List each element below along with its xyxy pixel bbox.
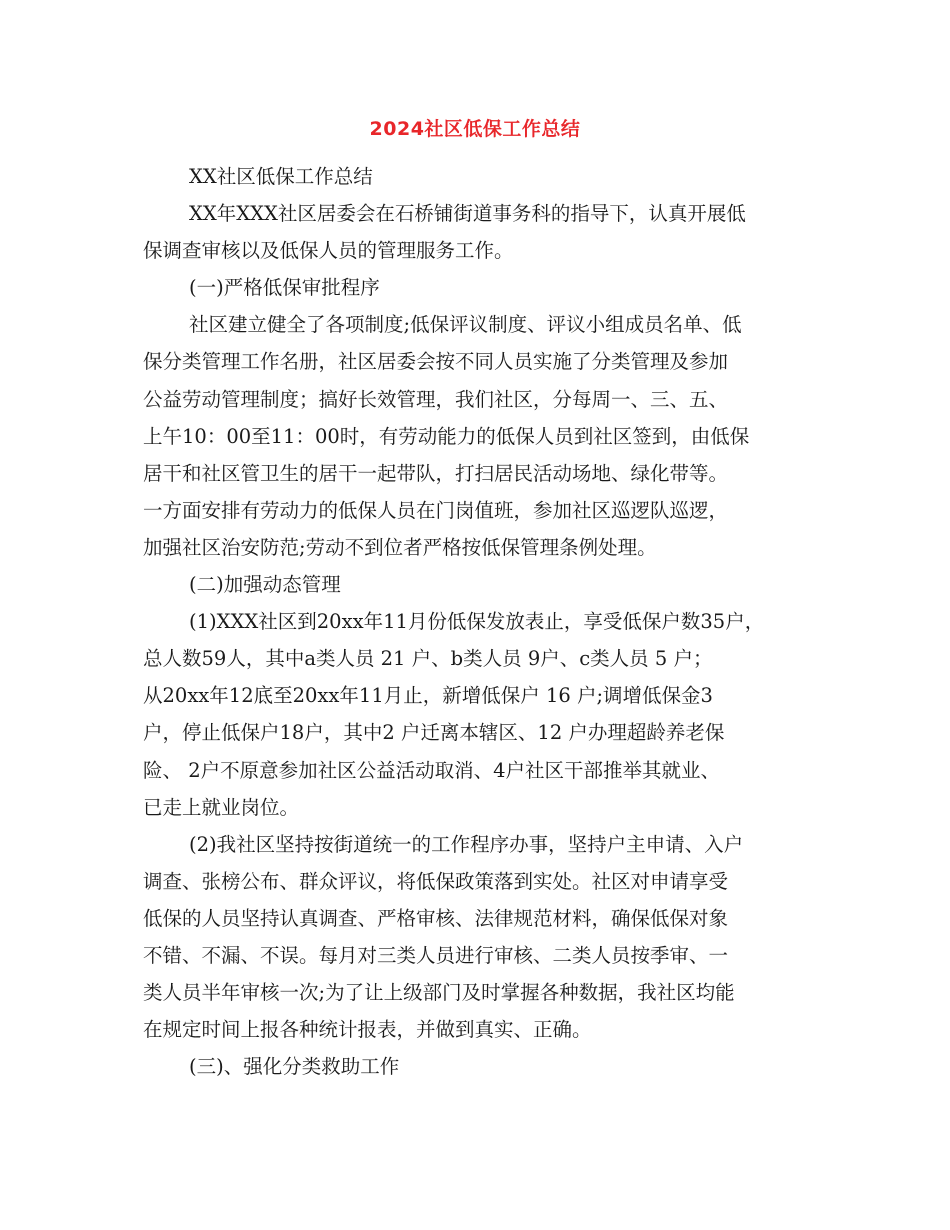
text-line: 一方面安排有劳动力的低保人员在门岗值班，参加社区巡逻队巡逻， <box>143 498 729 522</box>
document-title: 2024社区低保工作总结 <box>369 118 581 140</box>
text-line: (二)加强动态管理 <box>189 573 341 597</box>
document-body <box>143 158 815 1085</box>
text-line: XX年XXX社区居委会在石桥铺街道事务科的指导下，认真开展低 <box>189 202 746 226</box>
text-line: 保调查审核以及低保人员的管理服务工作。 <box>143 239 514 263</box>
text-line: 加强社区治安防范;劳动不到位者严格按低保管理条例处理。 <box>143 535 657 559</box>
text-line: 总人数59人，其中a类人员 21 户、b类人员 9户、c类人员 5 户； <box>143 647 713 671</box>
text-line: 社区建立健全了各项制度;低保评议制度、评议小组成员名单、低 <box>189 313 742 337</box>
text-line: 上午10：00至11：00时，有劳动能力的低保人员到社区签到，由低保 <box>143 424 750 448</box>
text-line: 保分类管理工作名册，社区居委会按不同人员实施了分类管理及参加 <box>143 350 729 374</box>
text-line: 调查、张榜公布、群众评议，将低保政策落到实处。社区对申请享受 <box>143 869 729 893</box>
text-line: 户，停止低保户18户，其中2 户迁离本辖区、12 户办理超龄养老保 <box>143 721 725 745</box>
text-line: (一)严格低保审批程序 <box>189 276 380 300</box>
text-line: 险、 2户不原意参加社区公益活动取消、4户社区干部推举其就业、 <box>143 758 721 782</box>
text-line: XX社区低保工作总结 <box>189 165 373 188</box>
text-line: 在规定时间上报各种统计报表，并做到真实、正确。 <box>143 1018 592 1042</box>
text-line: (三)、强化分类救助工作 <box>189 1055 400 1079</box>
text-line: 低保的人员坚持认真调查、严格审核、法律规范材料，确保低保对象 <box>143 906 729 930</box>
text-line: 公益劳动管理制度；搞好长效管理，我们社区，分每周一、三、五、 <box>143 387 729 411</box>
text-line: 已走上就业岗位。 <box>143 795 300 819</box>
text-line: 居干和社区管卫生的居干一起带队，打扫居民活动场地、绿化带等。 <box>143 461 729 485</box>
text-line: 类人员半年审核一次;为了让上级部门及时掌握各种数据，我社区均能 <box>143 981 735 1005</box>
text-line: 从20xx年12底至20xx年11月止，新增低保户 16 户;调增低保金3 <box>143 684 713 708</box>
text-line: (1)XXX社区到20xx年11月份低保发放表止，享受低保户数35户， <box>189 610 765 634</box>
text-line: 不错、不漏、不误。每月对三类人员进行审核、二类人员按季审、一 <box>143 943 729 967</box>
text-line: (2)我社区坚持按街道统一的工作程序办事，坚持户主申请、入户 <box>189 832 744 856</box>
